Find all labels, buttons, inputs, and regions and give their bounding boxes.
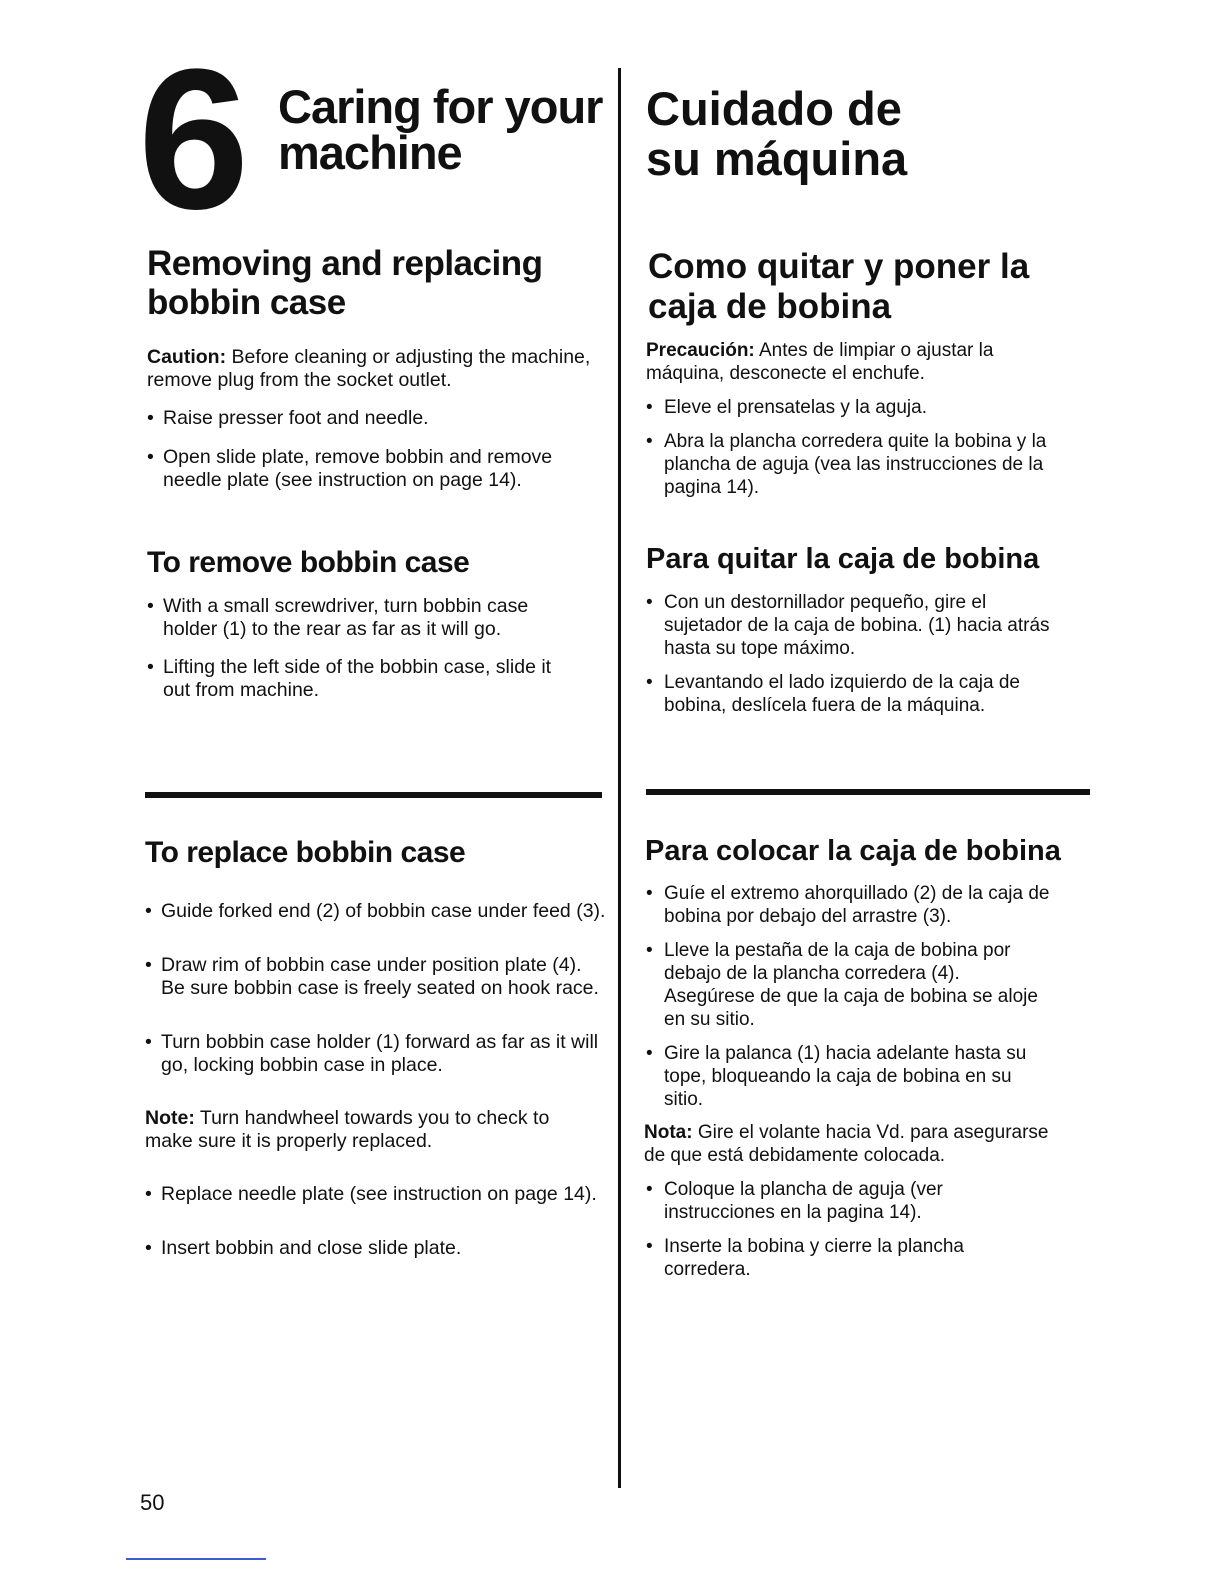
heading-line: Removing and replacing [147,244,543,283]
caution-text: Before cleaning or adjusting the machine, [226,346,591,368]
note-text: Turn handwheel towards you to check to [194,1107,550,1129]
list-item [147,595,528,641]
list-item-text: Coloque la plancha de aguja (ver [664,1179,943,1200]
section-heading-replace-bobbin-case: To replace bobbin case [145,836,466,869]
note-label: Note: [145,1107,195,1129]
caution-label: Caution: [147,346,227,368]
heading-line: bobbin case [147,283,346,322]
list-item-text: Asegúrese de que la caja de bobina se aloje [664,986,1038,1007]
note-label: Nota: [644,1122,693,1143]
caution-label: Precaución: [646,340,755,361]
bullet-marker: • [646,1236,653,1257]
list-item-text: Guide forked end (2) of bobbin case under feed (3). [161,900,606,922]
bullet-marker: • [145,1031,152,1053]
chapter-number: 6 [138,28,246,251]
list-item [646,1178,943,1224]
heading-line: caja de bobina [648,287,892,326]
section-divider [145,792,602,798]
list-item-text: Guíe el extremo ahorquillado (2) de la caja de [664,883,1050,904]
column-divider [618,68,621,1488]
bullet-marker: • [646,592,653,613]
list-item-text: plancha de aguja (vea las instrucciones de la [664,454,1044,475]
list-item-text: corredera. [664,1259,751,1280]
list-item [145,1031,598,1077]
list-item-text: needle plate (see instruction on page 14). [163,469,522,491]
note-text-line2: de que está debidamente colocada. [644,1145,946,1166]
caution-text-line2: remove plug from the socket outlet. [147,369,452,391]
list-item-text: Draw rim of bobbin case under position plate (4). [161,954,582,976]
list-item-text: Lleve la pestaña de la caja de bobina por [664,940,1011,961]
list-item [147,446,552,492]
list-item-text: Be sure bobbin case is freely seated on hook race. [161,977,599,999]
note-paragraph [145,1107,549,1153]
bullet-marker: • [646,883,653,904]
list-item-text: Gire la palanca (1) hacia adelante hasta su [664,1043,1027,1064]
list-item-text: Con un destornillador pequeño, gire el [664,592,987,613]
list-item [646,671,1020,717]
list-item [145,1183,597,1206]
bullet-marker: • [145,954,152,976]
list-item [646,396,927,419]
chapter-title-es-line2: su máquina [646,132,908,185]
bullet-marker: • [147,656,154,678]
section-heading-removing-replacing [147,244,542,322]
section-divider [646,789,1090,795]
list-item-text: out from machine. [163,679,320,701]
list-item-text: Eleve el prensatelas y la aguja. [664,397,927,418]
list-item-text: instrucciones en la pagina 14). [664,1202,922,1223]
bullet-marker: • [147,595,154,617]
list-item-text: With a small screwdriver, turn bobbin case [163,595,529,617]
list-item [646,882,1050,928]
note-text-line2: make sure it is properly replaced. [145,1130,433,1152]
list-item [646,430,1046,499]
chapter-title-es-line1: Cuidado de [646,82,902,135]
list-item-text: sujetador de la caja de bobina. (1) hacia atrás [664,615,1050,636]
list-item-text: go, locking bobbin case in place. [161,1054,443,1076]
list-item-text: Raise presser foot and needle. [163,407,429,429]
precaucion-paragraph [646,339,993,385]
note-text: Gire el volante hacia Vd. para asegurarse [692,1122,1049,1143]
list-item-text: Inserte la bobina y cierre la plancha [664,1236,964,1257]
footer-rule [126,1558,266,1560]
list-item-text: bobina por debajo del arrastre (3). [664,906,952,927]
list-item-text: Levantando el lado izquierdo de la caja de [664,672,1020,693]
caution-text-line2: máquina, desconecte el enchufe. [646,363,925,384]
list-item [646,1235,964,1281]
list-item [145,1237,461,1260]
bullet-marker: • [646,431,653,452]
caution-paragraph [147,346,590,392]
list-item [147,407,429,430]
list-item-text: sitio. [664,1089,704,1110]
list-item-text: holder (1) to the rear as far as it will go. [163,618,502,640]
list-item-text: Open slide plate, remove bobbin and remove [163,446,553,468]
bullet-marker: • [147,407,154,429]
chapter-title-english [278,80,603,179]
list-item [145,954,599,1000]
chapter-title-spanish [646,84,907,184]
list-item [646,1042,1026,1111]
caution-text: Antes de limpiar o ajustar la [754,340,994,361]
list-item-text: debajo de la plancha corredera (4). [664,963,960,984]
list-item-text: Insert bobbin and close slide plate. [161,1237,462,1259]
section-heading-como-quitar [648,247,1029,327]
heading-line: Como quitar y poner la [648,247,1030,286]
section-heading-para-colocar: Para colocar la caja de bobina [645,835,1061,867]
nota-paragraph [644,1121,1049,1167]
bullet-marker: • [147,446,154,468]
list-item [147,656,551,702]
bullet-marker: • [646,940,653,961]
bullet-marker: • [646,1179,653,1200]
section-heading-remove-bobbin-case: To remove bobbin case [147,546,470,579]
chapter-title-en-line1: Caring for your [278,80,603,133]
list-item-text: Lifting the left side of the bobbin case, slide it [163,656,552,678]
bullet-marker: • [145,1183,152,1205]
list-item-text: Replace needle plate (see instruction on page 14). [161,1183,597,1205]
list-item-text: hasta su tope máximo. [664,638,856,659]
bullet-marker: • [646,672,653,693]
list-item-text: Turn bobbin case holder (1) forward as far as it will [161,1031,599,1053]
list-item [646,591,1050,660]
chapter-title-en-line2: machine [278,126,462,179]
section-heading-para-quitar: Para quitar la caja de bobina [646,543,1040,575]
list-item [145,900,605,923]
bullet-marker: • [646,397,653,418]
list-item-text: Abra la plancha corredera quite la bobina y la [664,431,1047,452]
bullet-marker: • [646,1043,653,1064]
list-item-text: en su sitio. [664,1009,755,1030]
bullet-marker: • [145,1237,152,1259]
list-item-text: bobina, deslícela fuera de la máquina. [664,695,986,716]
list-item-text: pagina 14). [664,477,760,498]
list-item [646,939,1038,1031]
bullet-marker: • [145,900,152,922]
list-item-text: tope, bloqueando la caja de bobina en su [664,1066,1012,1087]
page-number: 50 [140,1490,165,1515]
